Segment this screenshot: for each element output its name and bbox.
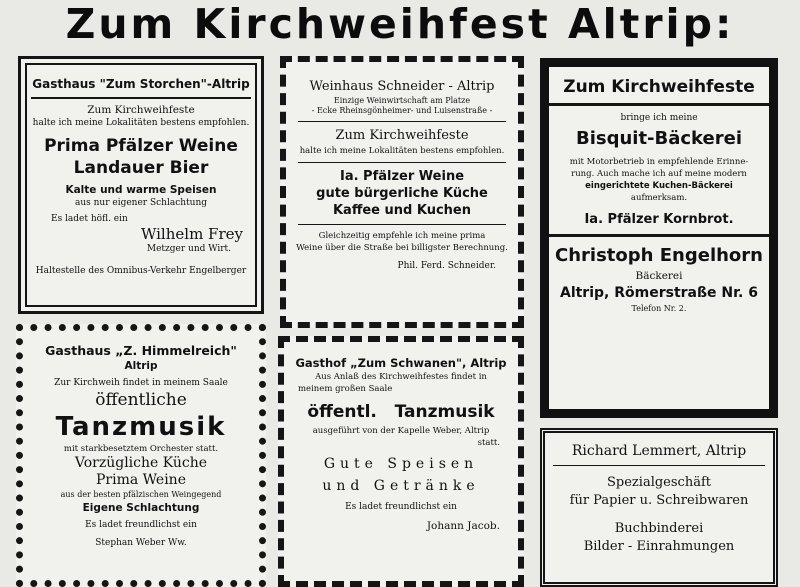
divider	[298, 121, 506, 122]
ad-highlight: Gute Speisen	[323, 456, 479, 472]
newspaper-headline: Zum Kirchweihfest Altrip:	[65, 0, 735, 48]
advertiser-role: Metzger und Wirt.	[146, 244, 231, 254]
ad-highlight: Ia. Pfälzer Kornbrot.	[584, 212, 734, 227]
ad-line: ausgeführt von der Kapelle Weber, Altrip	[312, 426, 490, 436]
divider	[553, 465, 765, 466]
ad-line: Zum Kirchweihfeste	[335, 128, 469, 143]
ad-line: meinem großen Saale	[298, 384, 393, 394]
ad-line: Es ladet freundlichst ein	[345, 502, 457, 512]
ad-highlight: öffentl. Tanzmusik	[307, 402, 495, 422]
ad-line: Zur Kirchweih findet in meinem Saale	[54, 378, 228, 388]
advertiser-role: Bäckerei	[635, 270, 683, 282]
ad-title: Richard Lemmert, Altrip	[571, 443, 747, 459]
ad-subtitle: - Ecke Rheinsgönheimer- und Luisenstraße -	[311, 106, 493, 115]
advertiser-name: Phil. Ferd. Schneider.	[397, 261, 496, 271]
ad-highlight: Landauer Bier	[73, 158, 209, 178]
advertiser-phone: Telefon Nr. 2.	[631, 304, 687, 313]
ad-highlight: Ia. Pfälzer Weine	[339, 169, 465, 184]
ad-line: Zum Kirchweihfeste	[87, 104, 195, 116]
ad-gasthaus-storchen	[18, 56, 264, 314]
ad-highlight: Bisquit-Bäckerei	[575, 128, 743, 149]
ad-highlight: Eigene Schlachtung	[82, 502, 200, 514]
ad-line: halte ich meine Lokalitäten bestens empfohlen.	[32, 118, 250, 128]
ad-footer: Haltestelle des Omnibus-Verkehr Engelberger	[35, 266, 247, 276]
ad-line: Kalte und warme Speisen	[65, 184, 217, 196]
ad-title: Gasthaus "Zum Storchen"-Altrip	[32, 77, 250, 91]
ad-line: Es ladet höfl. ein	[51, 214, 128, 224]
ad-highlight: gute bürgerliche Küche	[316, 186, 488, 201]
ad-highlight: Prima Pfälzer Weine	[44, 136, 238, 156]
advertiser-name: Johann Jacob.	[426, 520, 500, 532]
ad-highlight: Tanzmusik	[55, 412, 227, 442]
ad-weinhaus-schneider	[280, 56, 524, 328]
ad-richard-lemmert	[540, 428, 778, 587]
ad-title: Gasthof „Zum Schwanen", Altrip	[295, 356, 507, 370]
ad-line: Gleichzeitig empfehle ich meine prima	[318, 231, 486, 241]
ad-highlight: Vorzügliche Küche	[74, 455, 208, 471]
advertiser-name: Wilhelm Frey	[140, 225, 243, 243]
ad-line: für Papier u. Schreibwaren	[569, 493, 749, 508]
ad-title: Gasthaus „Z. Himmelreich"	[45, 343, 237, 358]
ad-line: Aus Anlaß des Kirchweihfestes findet in	[315, 372, 487, 382]
ad-line: aufmerksam.	[630, 193, 688, 203]
ad-line: Bilder - Einrahmungen	[583, 539, 735, 554]
ad-line: Es ladet freundlichst ein	[85, 520, 197, 530]
ad-highlight: öffentliche	[95, 390, 187, 410]
ad-line: aus nur eigener Schlachtung	[74, 198, 208, 208]
advertiser-name: Stephan Weber Ww.	[95, 538, 187, 548]
ad-highlight: und Getränke	[322, 478, 480, 494]
divider	[31, 97, 251, 99]
divider	[298, 224, 506, 225]
divider	[298, 162, 506, 163]
ad-gasthaus-himmelreich	[16, 324, 266, 587]
ad-baeckerei-engelhorn	[540, 58, 778, 418]
divider	[549, 103, 769, 106]
ad-line: bringe ich meine	[620, 113, 698, 123]
ad-subtitle: Einzige Weinwirtschaft am Platze	[333, 96, 471, 105]
divider	[549, 234, 769, 237]
ad-line: Spezialgeschäft	[607, 475, 711, 490]
ad-title: Zum Kirchweihfeste	[563, 77, 755, 97]
ad-line: mit Motorbetrieb in empfehlende Erinne-	[569, 157, 749, 167]
ad-title: Weinhaus Schneider - Altrip	[309, 79, 495, 94]
ad-line: eingerichtete Kuchen-Bäckerei	[585, 181, 733, 191]
ad-highlight: Prima Weine	[96, 472, 186, 488]
ad-line: aus der besten pfälzischen Weingegend	[60, 490, 222, 499]
ad-line: mit starkbesetztem Orchester statt.	[63, 444, 219, 454]
ad-highlight: Kaffee und Kuchen	[332, 203, 471, 218]
ad-line: rung. Auch mache ich auf meine modern	[571, 169, 747, 179]
ad-line: statt.	[477, 438, 500, 448]
ad-line: Weine über die Straße bei billigster Berechnung.	[296, 243, 508, 253]
advertiser-address: Altrip, Römerstraße Nr. 6	[559, 285, 758, 301]
ad-subtitle: Altrip	[124, 360, 158, 372]
advertiser-name: Christoph Engelhorn	[555, 245, 763, 266]
ad-gasthof-schwanen	[278, 336, 524, 587]
ad-line: halte ich meine Lokalitäten bestens empfohlen.	[299, 146, 505, 156]
ad-line: Buchbinderei	[614, 521, 704, 536]
